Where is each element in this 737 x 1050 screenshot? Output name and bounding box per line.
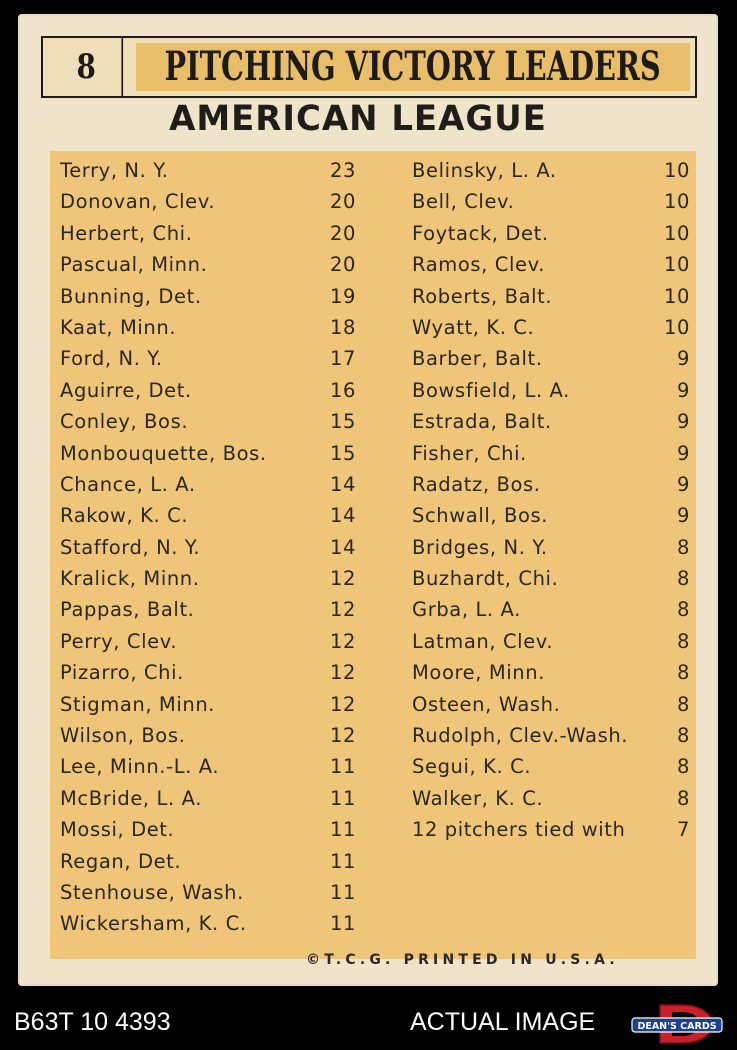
pitcher-name: Wyatt, K. C. xyxy=(412,315,535,339)
pitcher-name: Donovan, Clev. xyxy=(60,190,216,214)
pitcher-name: Conley, Bos. xyxy=(60,410,189,434)
pitcher-name: Osteen, Wash. xyxy=(412,692,561,716)
pitcher-name: Barber, Balt. xyxy=(412,347,543,371)
pitcher-name: Stigman, Minn. xyxy=(60,692,216,716)
leader-row xyxy=(60,159,356,190)
pitcher-wins: 10 xyxy=(663,190,690,214)
pitcher-wins: 12 xyxy=(329,598,356,622)
pitcher-name: Pappas, Balt. xyxy=(60,598,195,622)
pitcher-name: Terry, N. Y. xyxy=(60,159,169,182)
pitcher-wins: 17 xyxy=(329,347,356,371)
pitcher-name: Rudolph, Clev.-Wash. xyxy=(412,724,629,748)
pitcher-wins: 9 xyxy=(676,347,690,371)
pitcher-wins: 15 xyxy=(329,441,356,465)
actual-image-label: ACTUAL IMAGE xyxy=(410,1008,596,1036)
pitcher-wins: 11 xyxy=(329,912,356,936)
leader-row xyxy=(412,473,690,504)
pitcher-wins: 11 xyxy=(329,818,356,842)
league-heading: AMERICAN LEAGUE xyxy=(169,99,547,139)
leader-row xyxy=(412,285,690,316)
pitcher-name: Foytack, Det. xyxy=(412,221,549,245)
pitcher-name: Walker, K. C. xyxy=(412,786,544,810)
pitcher-name: Estrada, Balt. xyxy=(412,410,552,434)
pitcher-wins: 9 xyxy=(676,472,690,496)
pitcher-wins: 8 xyxy=(676,535,690,559)
pitcher-wins: 8 xyxy=(676,661,690,685)
leader-row xyxy=(412,536,690,567)
pitcher-wins: 12 xyxy=(329,724,356,748)
leader-row xyxy=(60,912,356,943)
pitcher-name: Perry, Clev. xyxy=(60,629,178,653)
pitcher-name: Mossi, Det. xyxy=(60,818,175,842)
pitcher-wins: 11 xyxy=(329,880,356,904)
pitcher-name: Fisher, Chi. xyxy=(412,441,527,465)
pitcher-wins: 14 xyxy=(329,504,356,528)
pitcher-name: Schwall, Bos. xyxy=(412,504,549,528)
leader-row xyxy=(412,567,690,598)
logo-text: DEAN'S CARDS xyxy=(637,1021,717,1032)
pitcher-wins: 12 xyxy=(329,567,356,591)
pitcher-name: Kralick, Minn. xyxy=(60,567,200,591)
leader-row xyxy=(60,316,356,347)
pitcher-name: Aguirre, Det. xyxy=(60,378,192,402)
leader-row xyxy=(412,442,690,473)
leader-row xyxy=(412,504,690,535)
pitcher-wins: 8 xyxy=(676,755,690,779)
leader-row xyxy=(412,787,690,818)
leader-row xyxy=(60,630,356,661)
pitcher-name: Buzhardt, Chi. xyxy=(412,567,559,591)
pitcher-wins: 12 xyxy=(329,661,356,685)
pitcher-name: Pizarro, Chi. xyxy=(60,661,184,685)
leader-row xyxy=(60,661,356,692)
pitcher-wins: 12 xyxy=(329,692,356,716)
leader-row xyxy=(60,504,356,535)
pitcher-name: Ford, N. Y. xyxy=(60,347,163,371)
item-code: B63T 10 4393 xyxy=(14,1008,171,1036)
leader-row xyxy=(412,661,690,692)
leader-row xyxy=(412,316,690,347)
pitcher-wins: 14 xyxy=(329,472,356,496)
leader-row xyxy=(412,222,690,253)
pitcher-name: Belinsky, L. A. xyxy=(412,159,557,182)
leader-row xyxy=(60,724,356,755)
pitcher-name: Ramos, Clev. xyxy=(412,253,546,277)
leader-row xyxy=(412,190,690,221)
pitcher-name: Regan, Det. xyxy=(60,849,182,873)
pitcher-wins: 11 xyxy=(329,786,356,810)
leader-row xyxy=(412,598,690,629)
leader-row xyxy=(60,190,356,221)
leader-row xyxy=(412,253,690,284)
baseball-card-back xyxy=(18,14,718,986)
pitcher-wins: 15 xyxy=(329,410,356,434)
leader-row xyxy=(412,724,690,755)
pitcher-wins: 10 xyxy=(663,315,690,339)
pitcher-wins: 8 xyxy=(676,786,690,810)
pitcher-name: Kaat, Minn. xyxy=(60,315,177,339)
leader-row xyxy=(60,536,356,567)
leader-row xyxy=(412,159,690,190)
pitcher-wins: 8 xyxy=(676,629,690,653)
pitcher-wins: 20 xyxy=(329,221,356,245)
pitcher-wins: 9 xyxy=(676,441,690,465)
pitcher-wins: 10 xyxy=(663,159,690,182)
pitcher-wins: 18 xyxy=(329,315,356,339)
pitcher-name: Bowsfield, L. A. xyxy=(412,378,570,402)
pitcher-name: Pascual, Minn. xyxy=(60,253,208,277)
pitcher-name: Grba, L. A. xyxy=(412,598,521,622)
pitcher-wins: 16 xyxy=(329,378,356,402)
leader-row xyxy=(412,755,690,786)
leader-row xyxy=(412,630,690,661)
leader-row xyxy=(60,818,356,849)
pitcher-name: Chance, L. A. xyxy=(60,472,196,496)
pitcher-name: Bridges, N. Y. xyxy=(412,535,548,559)
pitcher-name: Radatz, Bos. xyxy=(412,472,541,496)
copyright-line: ©T.C.G. PRINTED IN U.S.A. xyxy=(306,952,619,968)
leader-row xyxy=(60,410,356,441)
leader-row xyxy=(412,410,690,441)
deans-cards-logo xyxy=(630,1003,724,1045)
leaders-column-left xyxy=(60,159,356,944)
pitcher-wins: 12 xyxy=(329,629,356,653)
pitcher-wins: 14 xyxy=(329,535,356,559)
leader-row xyxy=(60,567,356,598)
pitcher-wins: 20 xyxy=(329,190,356,214)
leader-row xyxy=(60,473,356,504)
leader-row xyxy=(60,850,356,881)
leaders-column-right xyxy=(412,159,690,850)
pitcher-wins: 8 xyxy=(676,692,690,716)
pitcher-wins: 11 xyxy=(329,755,356,779)
pitcher-name: Stenhouse, Wash. xyxy=(60,880,244,904)
pitcher-name: Bunning, Det. xyxy=(60,284,202,308)
pitcher-name: Latman, Clev. xyxy=(412,629,554,653)
leader-row xyxy=(60,347,356,378)
pitcher-name: Moore, Minn. xyxy=(412,661,546,685)
pitcher-name: Herbert, Chi. xyxy=(60,221,193,245)
pitcher-wins: 7 xyxy=(676,818,690,842)
pitcher-wins: 9 xyxy=(676,410,690,434)
leader-row xyxy=(60,442,356,473)
leader-row xyxy=(412,379,690,410)
leader-row xyxy=(60,598,356,629)
leader-row xyxy=(60,787,356,818)
pitcher-wins: 8 xyxy=(676,598,690,622)
pitcher-name: Rakow, K. C. xyxy=(60,504,189,528)
pitcher-name: McBride, L. A. xyxy=(60,786,202,810)
title-band xyxy=(136,43,690,91)
pitcher-name: Bell, Clev. xyxy=(412,190,515,214)
pitcher-name: Roberts, Balt. xyxy=(412,284,553,308)
pitcher-wins: 10 xyxy=(663,284,690,308)
pitcher-wins: 11 xyxy=(329,849,356,873)
leader-row xyxy=(60,222,356,253)
leader-row xyxy=(60,881,356,912)
pitcher-wins: 10 xyxy=(663,221,690,245)
pitcher-wins: 9 xyxy=(676,504,690,528)
pitcher-wins: 8 xyxy=(676,567,690,591)
pitcher-wins: 9 xyxy=(676,378,690,402)
pitcher-wins: 20 xyxy=(329,253,356,277)
pitcher-name: 12 pitchers tied with xyxy=(412,818,626,842)
leader-row xyxy=(60,693,356,724)
leader-row xyxy=(60,379,356,410)
leader-row xyxy=(412,818,690,849)
pitcher-wins: 10 xyxy=(663,253,690,277)
leader-row xyxy=(412,693,690,724)
leader-row xyxy=(60,285,356,316)
pitcher-name: Segui, K. C. xyxy=(412,755,532,779)
pitcher-wins: 19 xyxy=(329,284,356,308)
leaders-panel xyxy=(50,151,696,959)
leader-row xyxy=(412,347,690,378)
leader-row xyxy=(60,253,356,284)
pitcher-wins: 23 xyxy=(329,159,356,182)
leader-row xyxy=(60,755,356,786)
card-title: PITCHING VICTORY LEADERS xyxy=(164,43,662,90)
card-number: 8 xyxy=(51,38,123,96)
pitcher-name: Wickersham, K. C. xyxy=(60,912,247,936)
pitcher-wins: 8 xyxy=(676,724,690,748)
pitcher-name: Wilson, Bos. xyxy=(60,724,186,748)
card-header xyxy=(41,36,697,98)
pitcher-name: Monbouquette, Bos. xyxy=(60,441,267,465)
pitcher-name: Stafford, N. Y. xyxy=(60,535,201,559)
pitcher-name: Lee, Minn.-L. A. xyxy=(60,755,220,779)
